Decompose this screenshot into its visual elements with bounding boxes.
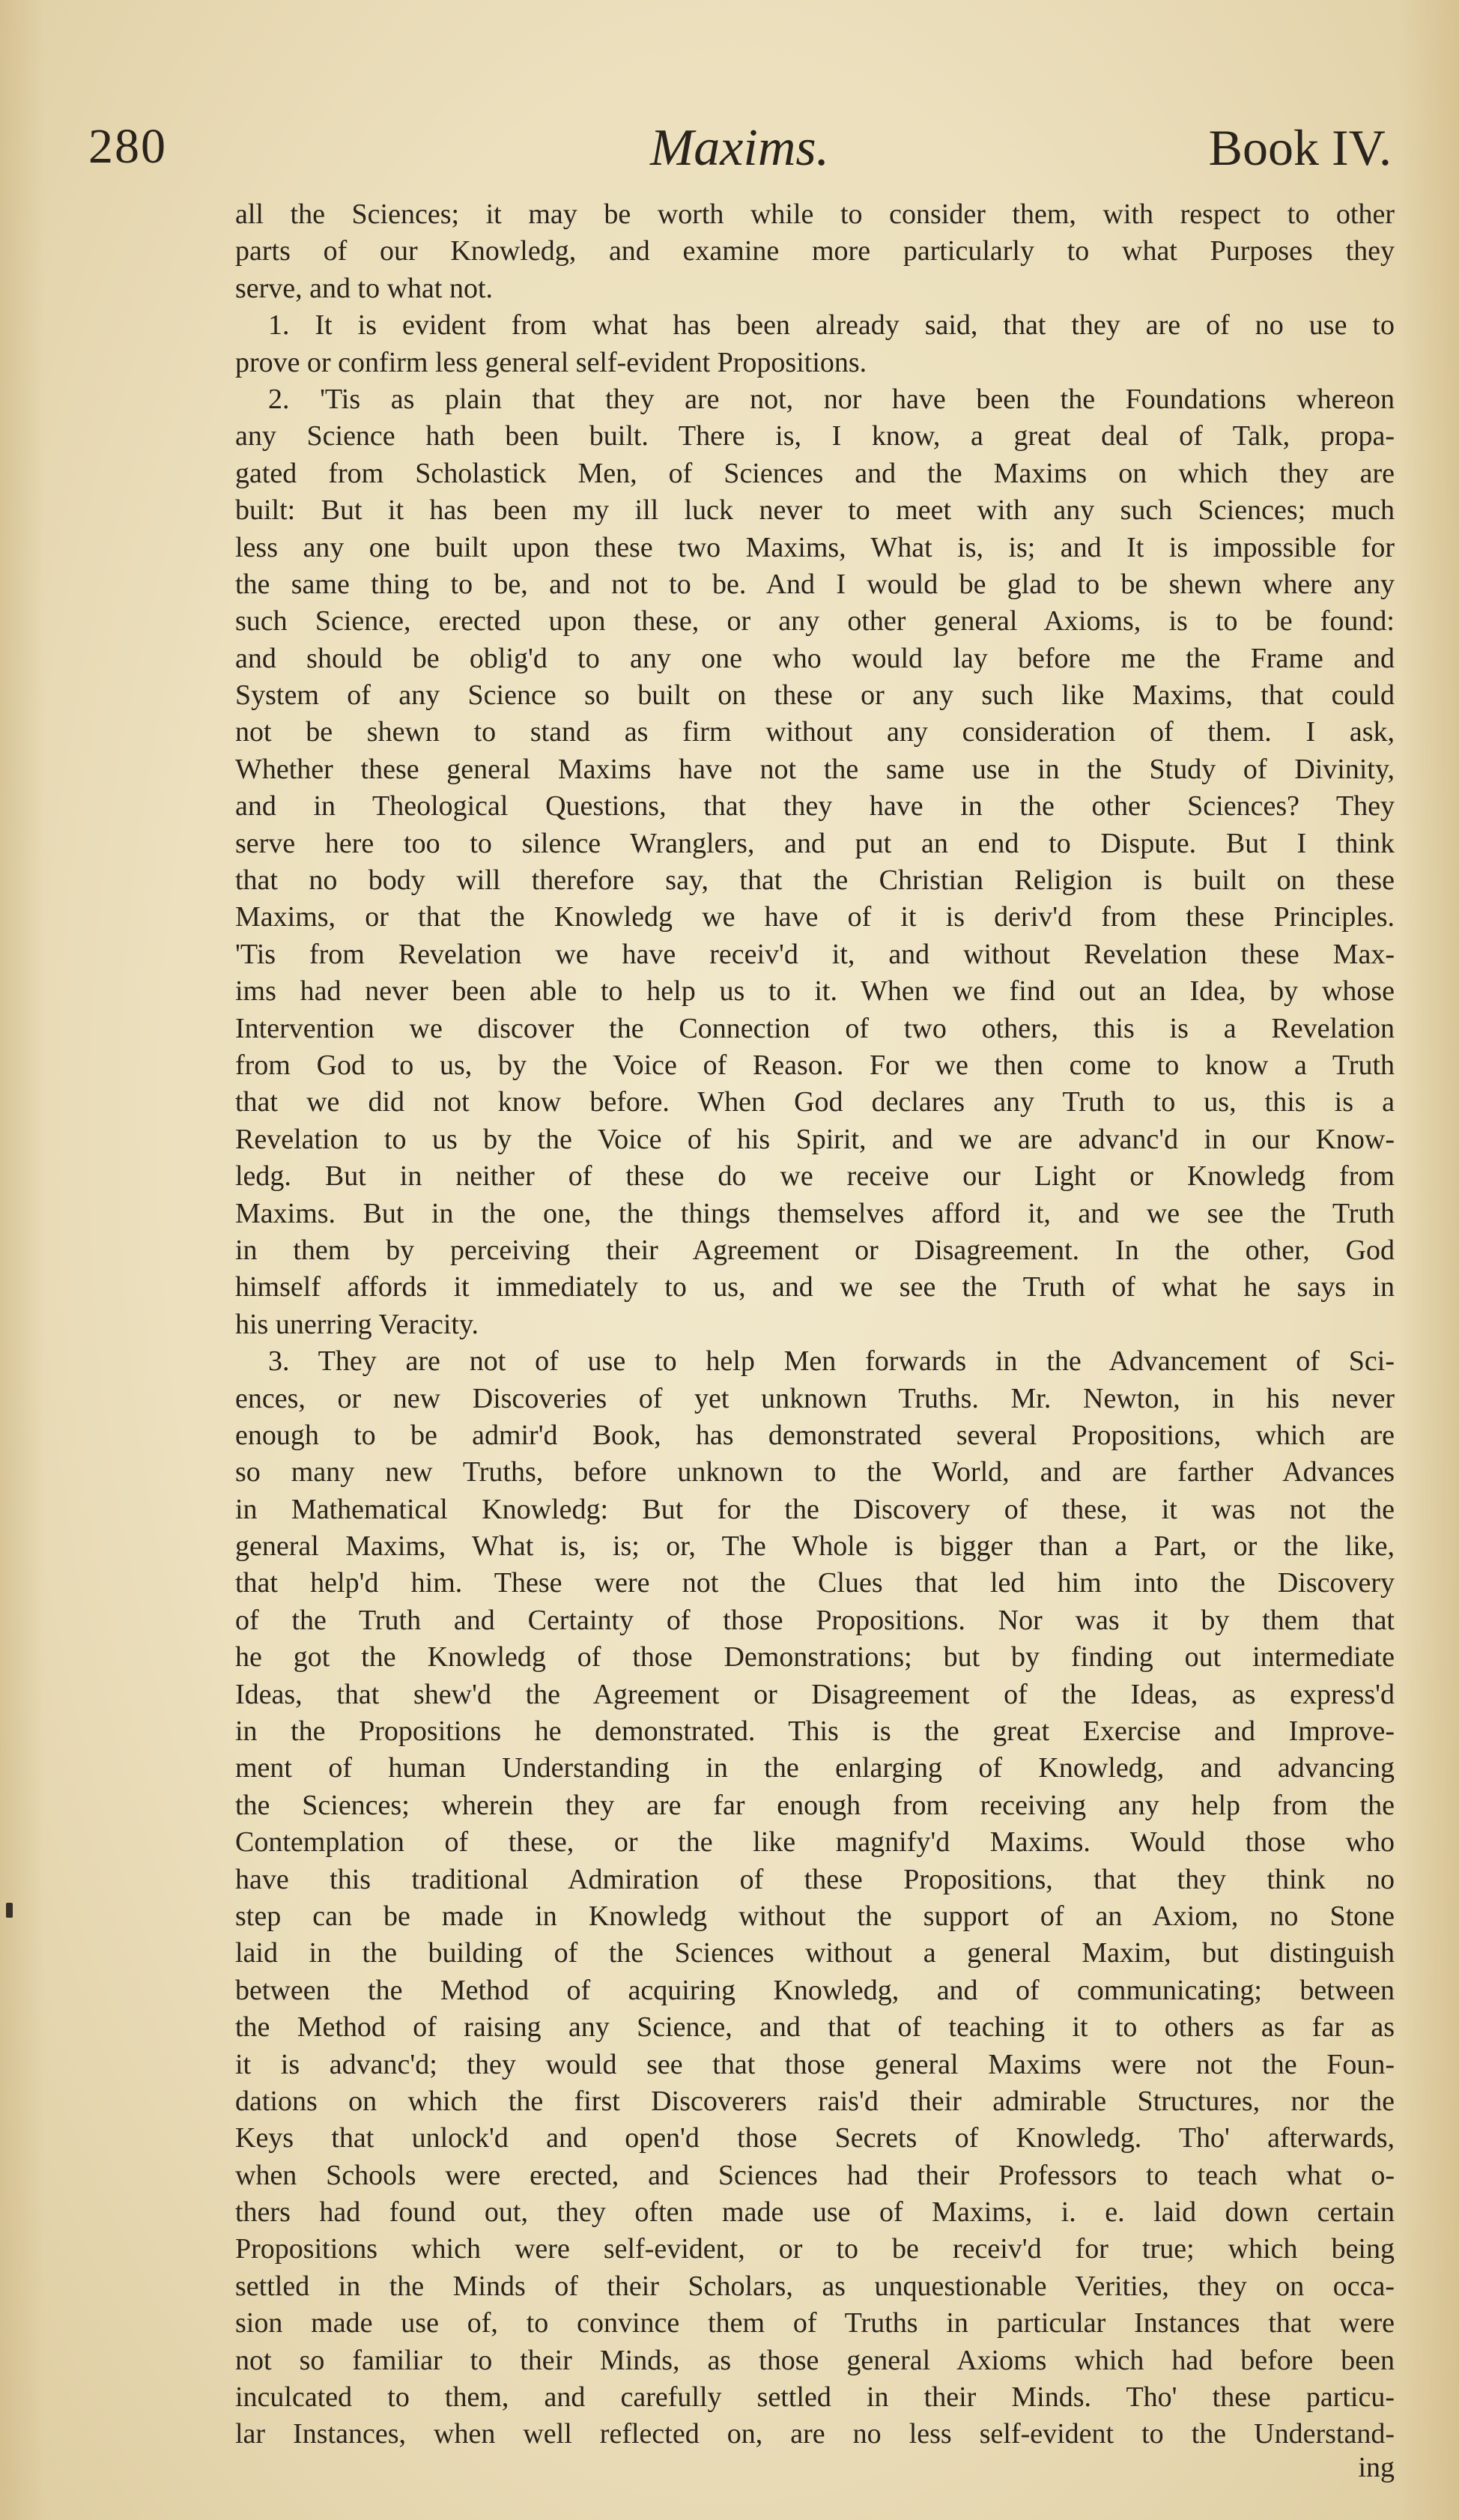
text-line: between the Method of acquiring Knowledg, and of communicating; between (235, 1974, 1395, 2006)
text-line: lar Instances, when well reflected on, are no less self-evident to the Understand- (235, 2418, 1395, 2450)
text-line: Contemplation of these, or the like magnify'd Maxims. Would those who (235, 1826, 1395, 1859)
running-title: Maxims. (650, 119, 830, 177)
text-line: general Maxims, What is, is; or, The Whole is bigger than a Part, or the like, (235, 1530, 1395, 1563)
text-line: Propositions which were self-evident, or to be receiv'd for true; which being (235, 2233, 1395, 2265)
text-line: 'Tis from Revelation we have receiv'd it, and without Revelation these Max- (235, 938, 1395, 970)
running-header (88, 112, 1392, 195)
text-line: System of any Science so built on these or any such like Maxims, that could (235, 679, 1395, 712)
text-line: the same thing to be, and not to be. And I would be glad to be shewn where any (235, 568, 1395, 600)
page-edge-shading-right (1399, 0, 1459, 2520)
text-line: enough to be admir'd Book, has demonstrated several Propositions, which are (235, 1419, 1395, 1451)
text-line: inculcated to them, and carefully settled in their Minds. Tho' these particu- (235, 2381, 1395, 2414)
text-line: sion made use of, to convince them of Truths in particular Instances that were (235, 2307, 1395, 2339)
text-line: settled in the Minds of their Scholars, as unquestionable Verities, they on occa- (235, 2270, 1395, 2302)
text-line: step can be made in Knowledg without the support of an Axiom, no Stone (235, 1900, 1395, 1932)
text-line: when Schools were erected, and Sciences had their Professors to teach what o- (235, 2159, 1395, 2191)
text-line: 3. They are not of use to help Men forwards in the Advancement of Sci- (268, 1345, 1395, 1378)
text-line: and should be oblig'd to any one who would lay before me the Frame and (235, 642, 1395, 674)
text-line: so many new Truths, before unknown to the World, and are farther Advances (235, 1456, 1395, 1488)
page-edge-shading-left (0, 0, 45, 2520)
text-line: such Science, erected upon these, or any other general Axioms, is to be found: (235, 605, 1395, 637)
text-line: himself affords it immediately to us, and we see the Truth of what he says in (235, 1271, 1395, 1303)
text-line: his unerring Veracity. (235, 1308, 479, 1340)
text-line: not be shewn to stand as firm without any consideration of them. I ask, (235, 716, 1395, 748)
text-line: parts of our Knowledg, and examine more particularly to what Purposes they (235, 235, 1395, 267)
text-line: ences, or new Discoveries of yet unknown Truths. Mr. Newton, in his never (235, 1382, 1395, 1414)
text-line: laid in the building of the Sciences without a general Maxim, but distinguish (235, 1937, 1395, 1969)
text-line: less any one built upon these two Maxims, What is, is; and It is impossible for (235, 531, 1395, 563)
text-line: that no body will therefore say, that the Christian Religion is built on these (235, 864, 1395, 897)
text-line: 2. 'Tis as plain that they are not, nor have been the Foundations whereon (268, 383, 1395, 415)
text-line: all the Sciences; it may be worth while to consider them, with respect to other (235, 199, 1395, 230)
page-number: 280 (88, 119, 167, 174)
text-line: Ideas, that shew'd the Agreement or Disagreement of the Ideas, as express'd (235, 1678, 1395, 1710)
text-line: built: But it has been my ill luck never to meet with any such Sciences; much (235, 494, 1395, 527)
catchword: ing (1358, 2452, 1395, 2483)
text-line: Whether these general Maxims have not the same use in the Study of Divinity, (235, 753, 1395, 785)
text-line: have this traditional Admiration of these Propositions, that they think no (235, 1863, 1395, 1895)
text-line: Keys that unlock'd and open'd those Secrets of Knowledg. Tho' afterwards, (235, 2122, 1395, 2154)
text-line: the Method of raising any Science, and that of teaching it to others as far as (235, 2011, 1395, 2044)
text-line: Maxims, or that the Knowledg we have of it is deriv'd from these Principles. (235, 901, 1395, 933)
text-line: 1. It is evident from what has been already said, that they are of no use to (268, 309, 1395, 342)
text-line: not so familiar to their Minds, as those general Axioms which had before been (235, 2344, 1395, 2376)
text-line: ment of human Understanding in the enlarging of Knowledg, and advancing (235, 1752, 1395, 1784)
text-line: that help'd him. These were not the Clues that led him into the Discovery (235, 1567, 1395, 1599)
text-line: Intervention we discover the Connection of two others, this is a Revelation (235, 1012, 1395, 1044)
text-line: prove or confirm less general self-evident Propositions. (235, 346, 867, 378)
text-line: serve here too to silence Wranglers, and put an end to Dispute. But I think (235, 827, 1395, 859)
text-line: it is advanc'd; they would see that those general Maxims were not the Foun- (235, 2048, 1395, 2080)
text-line: from God to us, by the Voice of Reason. For we then come to know a Truth (235, 1049, 1395, 1081)
book-label: Book IV. (1208, 119, 1392, 176)
text-line: he got the Knowledg of those Demonstrations; but by finding out intermediate (235, 1641, 1395, 1674)
text-line: thers had found out, they often made use of Maxims, i. e. laid down certain (235, 2196, 1395, 2229)
text-line: in the Propositions he demonstrated. This is the great Exercise and Improve- (235, 1715, 1395, 1748)
text-body (235, 196, 1395, 2453)
text-line: that we did not know before. When God declares any Truth to us, this is a (235, 1086, 1395, 1118)
text-line: and in Theological Questions, that they have in the other Sciences? They (235, 790, 1395, 823)
text-line: ims had never been able to help us to it. When we find out an Idea, by whose (235, 975, 1395, 1008)
text-line: gated from Scholastick Men, of Sciences and the Maxims on which they are (235, 457, 1395, 489)
text-line: the Sciences; wherein they are far enough from receiving any help from the (235, 1789, 1395, 1821)
text-line: serve, and to what not. (235, 272, 494, 304)
text-line: Revelation to us by the Voice of his Spirit, and we are advanc'd in our Know- (235, 1123, 1395, 1155)
text-line: ledg. But in neither of these do we receive our Light or Knowledg from (235, 1160, 1395, 1193)
text-line: of the Truth and Certainty of those Propositions. Nor was it by them that (235, 1604, 1395, 1636)
text-line: any Science hath been built. There is, I know, a great deal of Talk, propa- (235, 420, 1395, 452)
text-line: dations on which the first Discoverers rais'd their admirable Structures, nor the (235, 2085, 1395, 2117)
ink-mark (6, 1903, 13, 1918)
text-line: in Mathematical Knowledg: But for the Discovery of these, it was not the (235, 1493, 1395, 1525)
text-line: in them by perceiving their Agreement or Disagreement. In the other, God (235, 1234, 1395, 1266)
text-line: Maxims. But in the one, the things themselves afford it, and we see the Truth (235, 1197, 1395, 1229)
